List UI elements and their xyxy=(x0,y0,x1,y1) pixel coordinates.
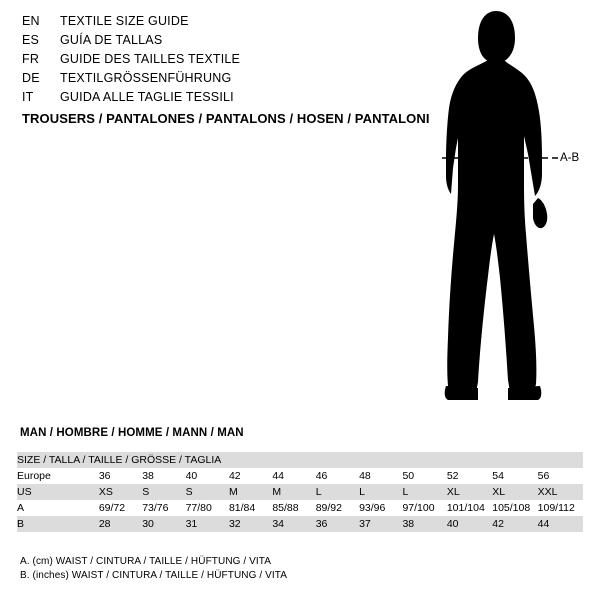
cell-us-2: S xyxy=(185,486,193,498)
cell-b-7: 38 xyxy=(402,518,415,530)
row-label-us: US xyxy=(17,486,32,498)
cell-b-2: 31 xyxy=(185,518,198,530)
language-text-it: GUIDA ALLE TAGLIE TESSILI xyxy=(60,90,234,104)
cell-us-0: XS xyxy=(98,486,113,498)
table-row xyxy=(17,500,583,516)
language-text-es: GUÍA DE TALLAS xyxy=(60,33,163,47)
cell-a-1: 73/76 xyxy=(142,502,169,514)
cell-europe-10: 56 xyxy=(537,470,550,482)
cell-b-1: 30 xyxy=(142,518,154,530)
language-text-en: TEXTILE SIZE GUIDE xyxy=(60,14,189,28)
cell-us-7: L xyxy=(402,486,409,498)
cell-us-1: S xyxy=(142,486,150,498)
cell-b-3: 32 xyxy=(228,518,241,530)
language-row-en xyxy=(22,14,402,33)
cell-europe-7: 50 xyxy=(402,470,415,482)
cell-b-5: 36 xyxy=(315,518,328,530)
measure-label-ab: A-B xyxy=(560,152,580,164)
cell-b-10: 44 xyxy=(537,518,550,530)
cell-a-3: 81/84 xyxy=(228,502,256,514)
cell-europe-0: 36 xyxy=(98,470,111,482)
language-text-de: TEXTILGRÖSSENFÜHRUNG xyxy=(60,71,232,85)
cell-europe-6: 48 xyxy=(359,470,371,482)
cell-us-10: XXL xyxy=(537,486,558,498)
cell-us-5: L xyxy=(315,486,322,498)
silhouette-svg xyxy=(420,8,580,408)
cell-a-7: 97/100 xyxy=(402,502,435,514)
cell-us-8: XL xyxy=(446,486,460,498)
language-code-es: ES xyxy=(22,33,40,47)
cell-us-9: XL xyxy=(492,486,506,498)
language-row-es xyxy=(22,33,402,52)
table-title: MAN / HOMBRE / HOMME / MANN / MAN xyxy=(20,427,244,439)
language-code-fr: FR xyxy=(22,52,40,66)
cell-b-0: 28 xyxy=(98,518,111,530)
size-table xyxy=(17,452,583,532)
cell-us-4: M xyxy=(272,486,282,498)
measurement-notes xyxy=(20,555,287,583)
table-row xyxy=(17,452,583,468)
cell-europe-9: 54 xyxy=(492,470,504,482)
cell-b-6: 37 xyxy=(359,518,371,530)
cell-a-8: 101/104 xyxy=(446,502,485,514)
row-label-b: B xyxy=(17,518,25,530)
section-title: TROUSERS / PANTALONES / PANTALONS / HOSEN / PANTALONI xyxy=(22,111,430,126)
row-label-europe: Europe xyxy=(17,470,51,482)
cell-europe-3: 42 xyxy=(228,470,241,482)
cell-us-3: M xyxy=(228,486,238,498)
language-row-fr xyxy=(22,52,402,71)
row-label-a: A xyxy=(17,502,25,514)
language-code-de: DE xyxy=(22,71,40,85)
cell-a-5: 89/92 xyxy=(315,502,342,514)
cell-europe-8: 52 xyxy=(446,470,459,482)
cell-europe-2: 40 xyxy=(185,470,198,482)
note-a: A. (cm) WAIST / CINTURA / TAILLE / HÜFTUNG / VITA xyxy=(20,556,272,567)
cell-a-4: 85/88 xyxy=(272,502,299,514)
cell-a-2: 77/80 xyxy=(185,502,212,514)
cell-europe-5: 46 xyxy=(315,470,328,482)
table-row xyxy=(17,516,583,532)
cell-b-9: 42 xyxy=(492,518,504,530)
man-silhouette-figure xyxy=(420,8,580,408)
language-row-it xyxy=(22,90,402,109)
cell-europe-4: 44 xyxy=(272,470,285,482)
cell-b-8: 40 xyxy=(446,518,459,530)
language-code-it: IT xyxy=(22,90,34,104)
cell-a-0: 69/72 xyxy=(98,502,126,514)
cell-b-4: 34 xyxy=(272,518,285,530)
cell-europe-1: 38 xyxy=(142,470,154,482)
language-row-de xyxy=(22,71,402,90)
language-code-en: EN xyxy=(22,14,40,28)
language-text-fr: GUIDE DES TAILLES TEXTILE xyxy=(60,52,241,66)
table-row xyxy=(17,468,583,484)
size-table-header-label: SIZE / TALLA / TAILLE / GRÖSSE / TAGLIA xyxy=(17,454,222,466)
cell-a-9: 105/108 xyxy=(492,502,531,514)
cell-a-10: 109/112 xyxy=(537,502,575,514)
table-row xyxy=(17,484,583,500)
cell-us-6: L xyxy=(359,486,365,498)
cell-a-6: 93/96 xyxy=(359,502,386,514)
note-b: B. (inches) WAIST / CINTURA / TAILLE / HÜFTUNG / VITA xyxy=(20,570,288,581)
language-header-block xyxy=(22,14,402,109)
